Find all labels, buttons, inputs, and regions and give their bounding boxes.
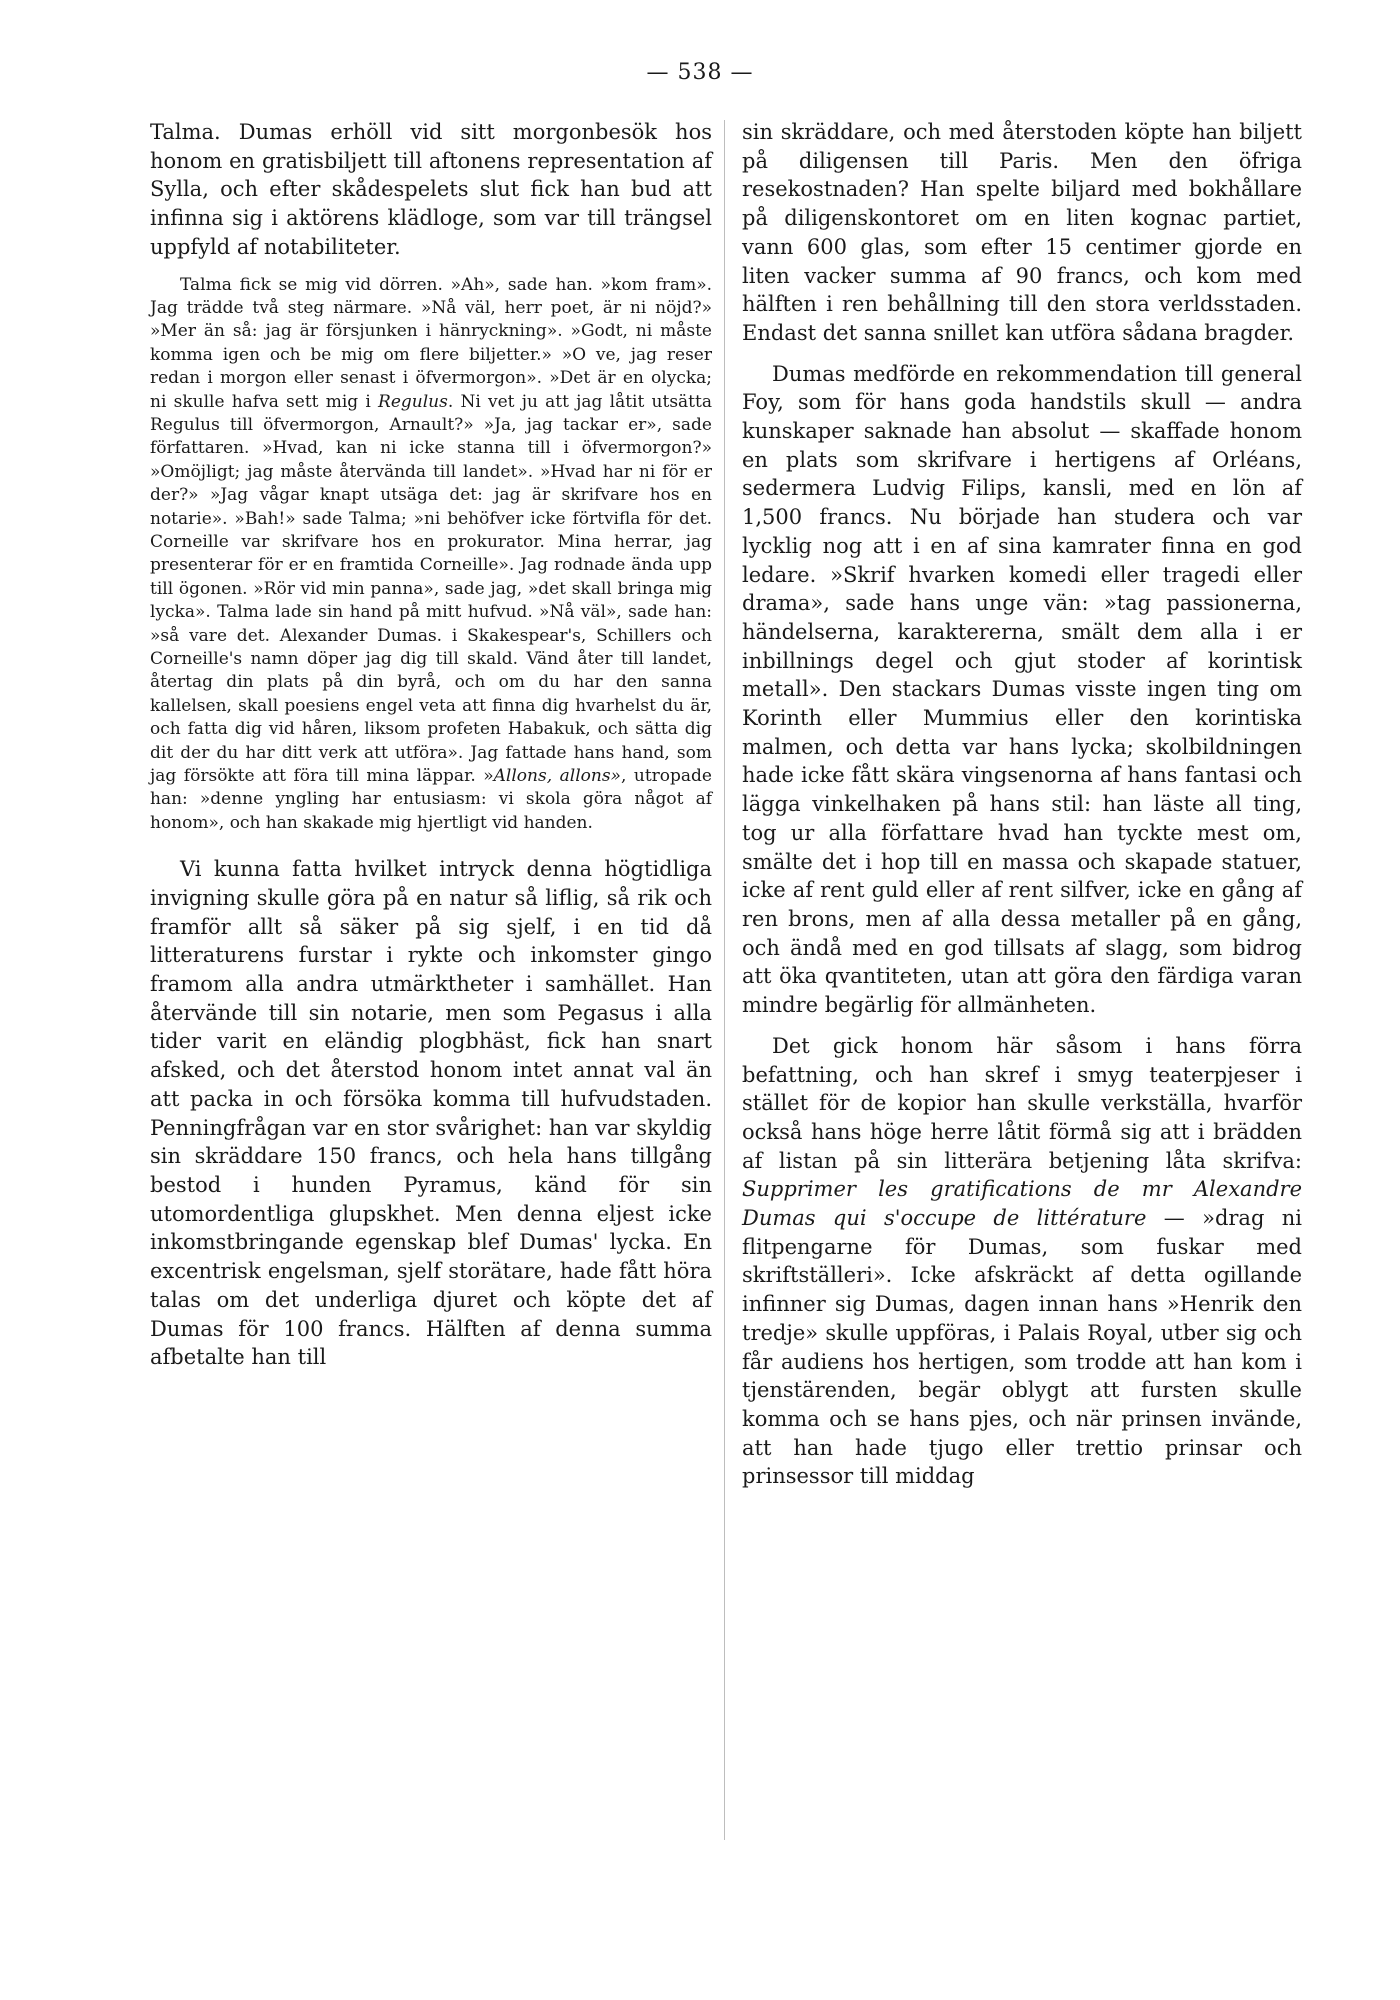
column-divider [724,120,725,1840]
duke-part-1: Det gick honom här såsom i hans förra befattning, och han skref i smyg teaterpjeser i stället för de kopior han skulle verkställa, hvarför också hans höge herre låtit förmå sig att i brädden af listan på sin litterära betjening låta skrifva: [742,1033,1302,1173]
dialogue-part-2: . Ni vet ju att jag låtit utsätta Regulus till öfvermorgon, Arnault?» »Ja, jag tackar er», sade författaren. »Hvad, kan ni icke stanna till i öfvermorgon?» »Omöjligt; jag måste återvända till landet». »Hvad har ni för er der?» »Jag vågar knapt utsäga det: jag är skrifvare hos en notarie». »Bah!» sade Talma; »ni behöfver icke förtvifla för det. Corneille var skrifvare hos en prokurator. Mina herrar, jag presenterar för er en framtida Corneille». Jag rodnade ända upp till ögonen. »Rör vid min panna», sade jag, »det skall bringa mig lycka». Talma lade sin hand på mitt hufvud. »Nå väl», sade han: »så vare det. Alexander Dumas. i Skakespear's, Schillers och Corneille's namn döper jag dig till skald. Vänd åter till landet, återtag din plats på din byrå, och om du har den sanna kallelsen, skall poesiens engel veta att finna dig hvarhelst du är, och fatta dig vid håren, liksom profeten Habakuk, och sätta dig dit der du har ditt verk att utföra». Jag fattade hans hand, som jag försökte att föra till mina läppar. » [150,391,712,787]
page-number: — 538 — [646,60,754,85]
paragraph-consecration: Vi kunna fatta hvilket intryck denna högtidliga invigning skulle göra på en natur så liflig, så rik och framför allt så säker på sig sjelf, i en tid då litteraturens furstar i rykte och inkomster gingo framom alla andra utmärktheter i samhället. Han återvände till sin notarie, men som Pegasus i alla tider varit en eländig plogbhäst, fick han snart afsked, och det återstod honom intet annat val än att packa in och försöka komma till hufvudstaden. Penningfrågan var en stor svårighet: han var skyldig sin skräddare 150 francs, och hela hans tillgång bestod i hunden Pyramus, känd för sin utomordentliga glupskhet. Men denna eljest icke inkomstbringande egenskap blef Dumas' lycka. En excentrisk engelsman, sjelf storätare, hade fått höra talas om det underliga djuret och köpte det af Dumas för 100 francs. Hälften af denna summa afbetalte han till [150,857,712,1370]
duke-part-2: — »drag ni flitpengarne för Dumas, som fuskar med skriftställeri». Icke afskräckt af detta ogillande infinner sig Dumas, dagen innan hans »Henrik den tredje» skulle uppföras, i Palais Royal, utber sig och får audiens hos hertigen, som trodde att han kom i tjenstärenden, begär oblygt att fursten skulle komma och se hans pjes, och när prinsen invände, att han hade tjugo eller trettio prinsar och prinsessor till middag [742,1206,1302,1489]
regulus-title: Regulus [378,391,448,412]
quoted-dialogue [150,274,712,836]
paragraph-journey-paris: sin skräddare, och med återstoden köpte han biljett på diligensen till Paris. Men den öfriga resekostnaden? Han spelte biljard med bokhållare på diligenskontoret om en liten kognac partiet, vann 600 glas, som efter 15 centimer gjorde en liten vacker summa af 90 francs, och kom med hälften i ren behållning till den stora verldsstaden. Endast det sanna snillet kan utföra sådana bragder. [742,120,1302,345]
right-column [742,118,1302,1503]
paragraph-duke-audience [742,1032,1302,1491]
dialogue-part-1: Talma fick se mig vid dörren. »Ah», sade han. »kom fram». Jag trädde två steg närmare. »Nå väl, herr poet, är ni nöjd?» »Mer än så: jag är försjunken i hänryckning». »Godt, ni måste komma igen och be mig om flere biljetter.» »O ve, jag reser redan i morgon eller senast i öfvermorgon». »Det är en olycka; ni skulle hafva sett mig i [150,274,712,412]
left-column [150,118,712,1384]
paragraph-talma-visit: Talma. Dumas erhöll vid sitt morgonbesök hos honom en gratisbiljett till aftonens representation af Sylla, och efter skådespelets slut fick han bud att infinna sig i aktörens klädloge, som var till trängsel uppfyld af notabiliteter. [150,120,712,259]
paragraph-recommendation: Dumas medförde en rekommendation till general Foy, som för hans goda handstils skull — andra kunskaper saknade han absolut — skaffade honom en plats som skrifvare i hertigens af Orléans, sedermera Ludvig Filips, kansli, med en lön af 1,500 francs. Nu började han studera och var lycklig nog att i en af sina kamrater finna en god ledare. »Skrif hvarken komedi eller tragedi eller drama», sade hans unge vän: »tag passionerna, händelserna, karaktererna, smält dem alla i er inbillnings degel och gjut stoder af korintisk metall». Den stackars Dumas visste ingen ting om Korinth eller Mummius eller den korintiska malmen, och detta var hans lycka; skolbildningen hade icke fått skära vingsenorna af hans fantasi och lägga vinkelhaken på hans stil: han läste all ting, tog ur alla författare hvad han tyckte mest om, smälte det i hop till en massa och skapade statuer, icke af rent guld eller af rent silfver, icke en gång af ren brons, men af alla dessa metaller på en gång, och ändå med en god tillsats af slagg, som bidrog att öka qvantiteten, utan att göra den färdiga varan mindre begärlig för allmänheten. [742,361,1302,1018]
french-quote: Supprimer les gratifications de mr Alexandre Dumas qui s'occupe de littérature [742,1177,1302,1231]
dialogue-part-3: , utropade han: »denne yngling har entusiasm: vi skola göra något af honom», och han skakade mig hjertligt vid handen. [150,766,712,833]
allons-exclamation: Allons, allons» [493,766,621,787]
